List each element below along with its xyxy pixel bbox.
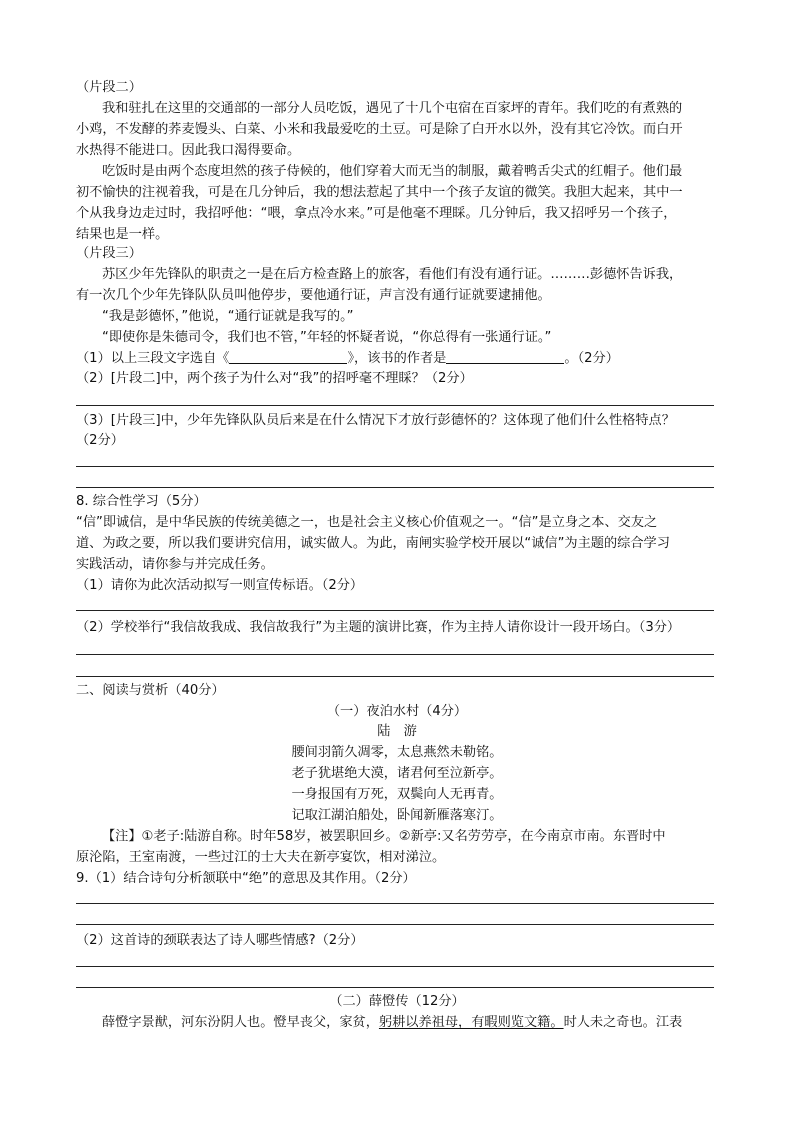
fragment3-label: （片段三） xyxy=(76,246,142,261)
fragment2-p1-line3: 水热得不能进口。因此我口渴得要命。 xyxy=(76,143,301,158)
q9-sub2: （2）这首诗的颈联表达了诗人哪些情感?（2分） xyxy=(76,933,364,948)
poem-title: （一）夜泊水村（4分） xyxy=(326,704,468,719)
fragment2-label: （片段二） xyxy=(76,80,142,95)
part2-text-a: 薛憕字景猷，河东汾阴人也。憕早丧父，家贫， xyxy=(102,1015,379,1030)
q7-sub1-suffix: 。（2分） xyxy=(564,351,619,366)
fragment3-p1-line2: 有一次几个少年先锋队队员叫他停步，要他通行证，声言没有通行证就要逮捕他。 xyxy=(76,288,551,303)
part2-line1 xyxy=(102,1014,682,1032)
q8-intro-line2: 道、为政之要，所以我们要讲究信用，诚实做人。为此，南闸实验学校开展以“诚信”为主题的综合学习 xyxy=(76,536,670,551)
answer-line[interactable] xyxy=(76,405,714,406)
poem-line-4: 记取江湖泊船处，卧闻新雁落寒汀。 xyxy=(291,808,503,823)
answer-line[interactable] xyxy=(76,676,714,677)
q7-sub3-line2: （2分） xyxy=(76,433,124,448)
part2-title: （二）薛憕传（12分） xyxy=(329,994,465,1009)
poem-line-2: 老子犹堪绝大漠，诸君何至泣新亭。 xyxy=(291,766,503,781)
q8-sub1: （1）请你为此次活动拟写一则宣传标语。（2分） xyxy=(76,578,364,593)
answer-line[interactable] xyxy=(76,487,714,488)
answer-line[interactable] xyxy=(76,987,714,988)
answer-line[interactable] xyxy=(76,966,714,967)
poem-note-line2: 原沦陷，王室南渡，一些过江的士大夫在新亭宴饮，相对涕泣。 xyxy=(76,850,446,865)
fragment2-p2-line3: 个从我身边走过时，我招呼他：“喂，拿点冷水来。”可是他毫不理睬。几分钟后，我又招呼另一个孩子， xyxy=(76,206,677,221)
fragment2-p2-line2: 初不愉快的注视着我，可是在几分钟后，我的想法惹起了其中一个孩子友谊的微笑。我胆大起来，其中一 xyxy=(76,185,683,200)
fragment2-p1-line1: 我和驻扎在这里的交通部的一部分人员吃饭，遇见了十几个屯宿在百家坪的青年。我们吃的有煮熟的 xyxy=(102,101,683,116)
author-blank[interactable] xyxy=(446,349,564,364)
q7-sub1-prefix: （1）以上三段文字选自《 xyxy=(76,351,230,366)
answer-line[interactable] xyxy=(76,924,714,925)
fragment3-quote1: “我是彭德怀，”他说，“通行证就是我写的。” xyxy=(102,309,354,324)
answer-line[interactable] xyxy=(76,903,714,904)
fragment2-p1-line2: 小鸡，不发酵的荞麦馒头、白菜、小米和我最爱吃的土豆。可是除了白开水以外，没有其它冷饮。而白开 xyxy=(76,122,683,137)
q8-intro-line3: 实践活动，请你参与并完成任务。 xyxy=(76,557,274,572)
part2-text-b: 时人未之奇也。江表 xyxy=(563,1015,683,1030)
q7-sub2: （2）[片段二]中，两个孩子为什么对“我”的招呼毫不理睬？（2分） xyxy=(76,371,473,386)
q8-title: 8. 综合性学习（5分） xyxy=(76,494,207,509)
answer-line[interactable] xyxy=(76,654,714,655)
answer-line[interactable] xyxy=(76,466,714,467)
q9-sub1: 9.（1）结合诗句分析颔联中“绝”的意思及其作用。（2分） xyxy=(76,871,416,886)
fragment2-p2-line1: 吃饭时是由两个态度坦然的孩子侍候的，他们穿着大而无当的制服，戴着鸭舌尖式的红帽子。他们最 xyxy=(102,164,683,179)
answer-line[interactable] xyxy=(76,610,714,611)
fragment3-quote2: “即使你是朱德司令，我们也不管，”年轻的怀疑者说，“你总得有一张通行证。” xyxy=(102,330,552,345)
poem-author: 陆 游 xyxy=(377,724,417,739)
poem-line-3: 一身报国有万死，双鬓向人无再青。 xyxy=(291,787,503,802)
q7-sub1 xyxy=(76,349,619,368)
poem-line-1: 腰间羽箭久凋零，太息燕然未勒铭。 xyxy=(291,745,503,760)
part2-underlined-text: 躬耕以养祖母，有暇则览文籍。 xyxy=(378,1015,564,1030)
q8-intro-line1: “信”即诚信，是中华民族的传统美德之一，也是社会主义核心价值观之一。“信”是立身之本、交友之 xyxy=(76,515,658,530)
poem-note-line1: 【注】①老子:陆游自称。时年58岁，被罢职回乡。②新亭:又名劳劳亭，在今南京市南。东晋时中 xyxy=(102,829,666,844)
book-title-blank[interactable] xyxy=(229,349,347,364)
q7-sub1-middle: 》，该书的作者是 xyxy=(347,351,447,366)
fragment2-p2-line4: 结果也是一样。 xyxy=(76,227,169,242)
section2-title: 二、阅读与赏析（40分） xyxy=(76,683,225,698)
fragment3-p1-line1: 苏区少年先锋队的职责之一是在后方检查路上的旅客，看他们有没有通行证。………彭德怀告诉我， xyxy=(102,267,683,282)
q7-sub3-line1: （3）[片段三]中，少年先锋队队员后来是在什么情况下才放行彭德怀的？这体现了他们什么性格特点？ xyxy=(76,413,675,428)
q8-sub2: （2）学校举行“我信故我成、我信故我行”为主题的演讲比赛，作为主持人请你设计一段开场白。（3分） xyxy=(76,620,681,635)
